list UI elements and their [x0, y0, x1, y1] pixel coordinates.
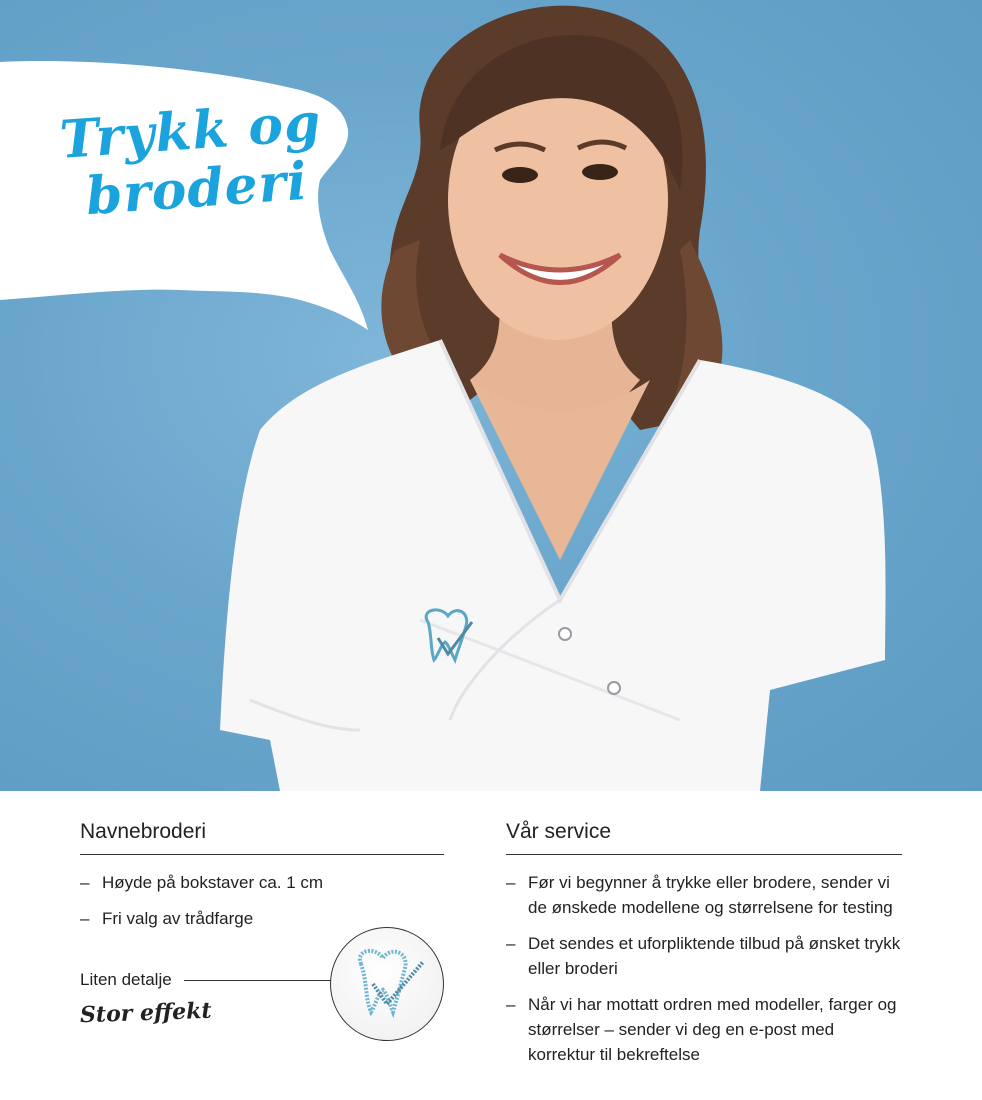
tooth-embroidery-icon — [331, 928, 444, 1041]
list-item: – Fri valg av trådfarge — [80, 906, 444, 931]
navnebroderi-list — [80, 870, 444, 931]
list-item: – Høyde på bokstaver ca. 1 cm — [80, 870, 444, 895]
navnebroderi-title: Navnebroderi — [80, 818, 444, 855]
embroidery-closeup — [330, 927, 444, 1041]
service-title: Vår service — [506, 818, 902, 855]
list-item: – Det sendes et uforpliktende tilbud på ønsket trykk eller broderi — [506, 931, 902, 981]
navnebroderi-section — [80, 818, 444, 942]
headline-line-1: Trykk og — [57, 91, 324, 171]
detail-label: Liten detalje — [80, 970, 172, 989]
page-headline — [58, 91, 365, 228]
list-item: – Når vi har mottatt ordren med modeller, farger og størrelser – sender vi deg en e-post med korrektur til bekreftelse — [506, 992, 902, 1067]
service-list — [506, 870, 902, 1067]
service-section — [506, 818, 902, 1078]
detail-tagline: Stor effekt — [79, 997, 212, 1029]
detail-connector-line — [184, 980, 332, 981]
headline-line-2: broderi — [83, 150, 310, 228]
list-item: – Før vi begynner å trykke eller brodere, sender vi de ønskede modellene og størrelsene for testing — [506, 870, 902, 920]
